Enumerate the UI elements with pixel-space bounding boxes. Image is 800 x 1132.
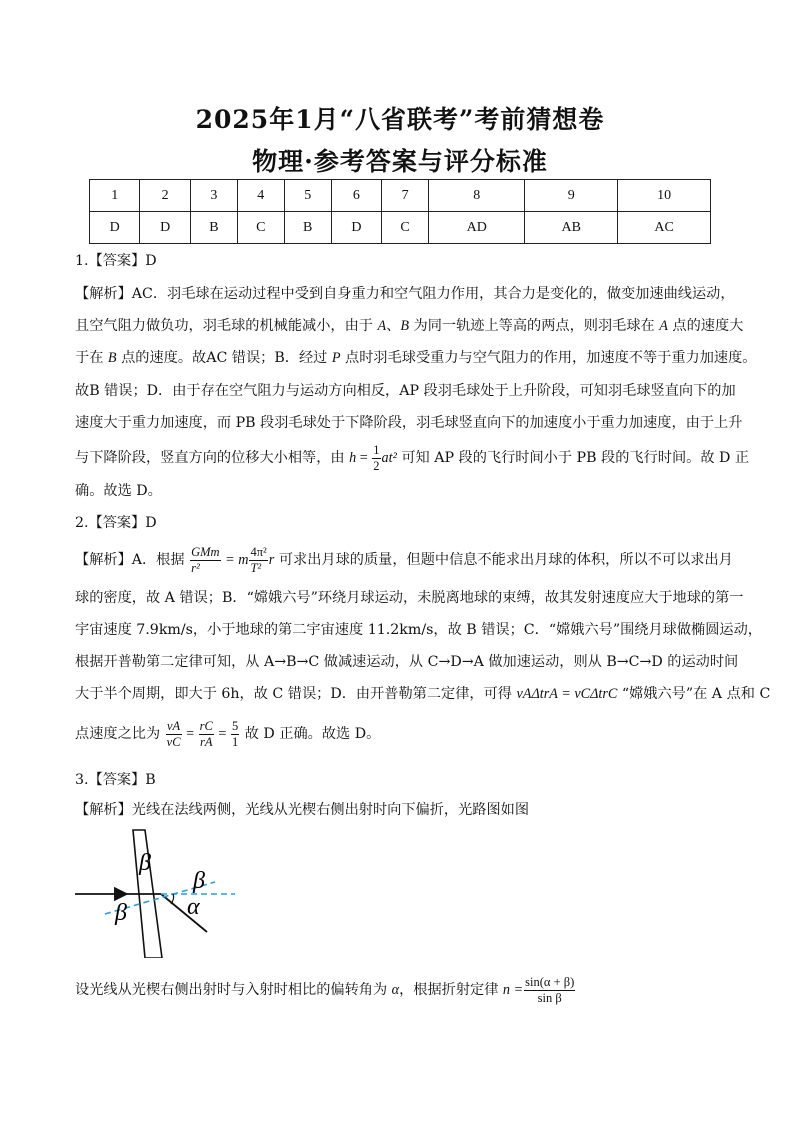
point-label: B [107,350,117,366]
fraction [190,545,220,576]
answer-cell: AC [618,212,711,244]
text-run: 大于半个周期，即大于 6h，故 C 错误；D．由开普勒第二定律，可得 [75,686,517,702]
fraction [231,719,239,750]
formula-term: at² [381,450,397,466]
text-run: 可知 AP 段的飞行时间小于 PB 段的飞行时间。故 D 正 [396,450,750,466]
fraction-numerator: sin(α + β) [525,974,575,989]
q2-analysis-line [75,684,771,704]
fraction-denominator: rA [199,734,213,749]
fraction-numerator: 1 [373,442,380,457]
fraction-denominator: r² [191,560,200,575]
q1-analysis-line: 【解析】AC．羽毛球在运动过程中受到自身重力和空气阻力作用，其合力是变化的，做变加速曲线运动， [75,286,735,302]
q1-analysis-line: 故B 错误；D．由于存在空气阻力与运动方向相反，AP 段羽毛球处于上升阶段，可知羽毛球竖直向下的加 [75,383,736,399]
q2-analysis-line: 根据开普勒第二定律可知，从 A→B→C 做减速运动，从 C→D→A 做加速运动，则从 B→C→D 的运动时间 [75,654,739,670]
fraction-denominator: 2 [373,458,380,473]
fraction-numerator: GMm [191,544,220,559]
text-run: “嫦娥六号”在 A 点和 C [617,686,771,702]
beta-label: β [139,850,151,876]
page-title: 2025年1月“八省联考”考前猜想卷 [195,105,605,134]
fraction [372,443,380,474]
text-run: ，根据折射定律 [399,982,503,998]
alpha-label: α [187,894,200,920]
question-number-cell: 6 [331,180,381,212]
formula-term: = m [221,552,249,568]
answer-cell: B [284,212,331,244]
text-run: 【解析】A．根据 [75,552,190,568]
q2-analysis-line: 点速度之比为 $\frac{vA}{vC}$ = $\frac{rC}{rA}$ = $\frac{5}{1}$ 故 D 正确。故选 D。 [75,718,381,749]
text-run: 为同一轨迹上等高的两点，则羽毛球在 [409,318,660,334]
fraction [524,975,575,1006]
formula-variable: r [268,552,275,568]
text-run: 可求出月球的质量，但题中信息不能求出月球的体积，所以不可以求出月 [274,552,733,568]
answer-cell: D [90,212,140,244]
q1-analysis-line [75,348,757,368]
question-number-cell: 2 [140,180,190,212]
fraction-numerator: vA [166,718,181,733]
question-number-cell: 1 [90,180,140,212]
formula-variable: α [391,982,400,998]
formula-variable: h [349,450,357,466]
question-number-cell: 10 [618,180,711,212]
point-label: A [377,318,387,334]
fraction-numerator: rC [199,718,213,733]
q1-analysis-line [75,316,744,336]
text-run: 点的速度。故AC 错误；B．经过 [116,350,332,366]
formula-operator: = [356,450,372,466]
question-number-cell: 7 [382,180,429,212]
fraction-numerator: 4π² [250,544,267,559]
fraction [199,719,214,750]
answer-cell: C [382,212,429,244]
formula-term: vAΔtrA = vCΔtrC [516,686,618,702]
beta-label: β [193,868,205,894]
fraction-denominator: 1 [231,734,239,749]
text-run: 与下降阶段，竖直方向的位移大小相等，由 [75,450,350,466]
fraction-denominator: T² [250,560,262,575]
question-number-cell: 5 [284,180,331,212]
q2-analysis-line: 球的密度，故 A 错误；B．“嫦娥六号”环绕月球运动，未脱离地球的束缚，故其发射速度应大于地球的第一 [75,590,744,606]
answer-table [89,179,711,244]
q3-answer: 3.【答案】B [75,772,156,788]
answer-cell: D [331,212,381,244]
formula-term: n = [502,982,524,998]
q3-analysis-line: 【解析】光线在法线两侧，光线从光楔右侧出射时向下偏折，光路图如图 [75,802,530,818]
question-number-cell: 9 [525,180,618,212]
text-run: 且空气阻力做负功，羽毛球的机械能减小，由于 [75,318,378,334]
question-number-cell: 8 [429,180,525,212]
q2-analysis-line [75,540,733,580]
q1-answer: 1.【答案】D [75,253,157,269]
q2-analysis-line: 宇宙速度 7.9km/s，小于地球的第二宇宙速度 11.2km/s，故 B 错误；C．“嫦娥六号”围绕月球做椭圆运动， [75,622,762,638]
text-run: 于在 [75,350,108,366]
q1-analysis-line: 速度大于重力加速度，而 PB 段羽毛球处于下降阶段，羽毛球竖直向下的加速度小于重力加速度，由于上升 [75,415,743,431]
point-label: B [400,318,409,334]
text-run: 点速度之比为 [75,726,165,742]
answer-cell: C [237,212,284,244]
fraction-denominator: sin β [537,990,562,1005]
answer-cell: B [190,212,237,244]
answer-cell: AD [429,212,525,244]
answer-table-answer-row [90,212,711,244]
text-run: 故 D 正确。故选 D。 [240,726,381,742]
text-run: 、 [386,318,401,334]
point-label: P [331,350,341,366]
q1-analysis-line: 确。故选 D。 [75,483,162,499]
answer-cell: AB [525,212,618,244]
text-run: 设光线从光楔右侧出射时与入射时相比的偏转角为 [75,982,392,998]
beta-label: β [115,900,127,926]
refracted-ray [161,894,207,932]
fraction [166,719,182,750]
fraction-denominator: vC [166,734,181,749]
q1-analysis-line [75,440,750,476]
question-number-cell: 3 [190,180,237,212]
point-label: A [659,318,668,334]
q3-analysis-line [75,970,725,1010]
light-path-diagram [75,828,245,958]
text-run: 点的速度大 [667,318,744,334]
text-run: 点时羽毛球受重力与空气阻力的作用，加速度不等于重力加速度。 [340,350,757,366]
fraction [249,545,267,576]
question-number-cell: 4 [237,180,284,212]
answer-cell: D [140,212,190,244]
fraction-numerator: 5 [231,718,239,733]
page-subtitle: 物理·参考答案与评分标准 [252,147,548,176]
answer-table-number-row [90,180,711,212]
deviation-angle-arc [171,894,174,904]
q2-answer: 2.【答案】D [75,515,157,531]
